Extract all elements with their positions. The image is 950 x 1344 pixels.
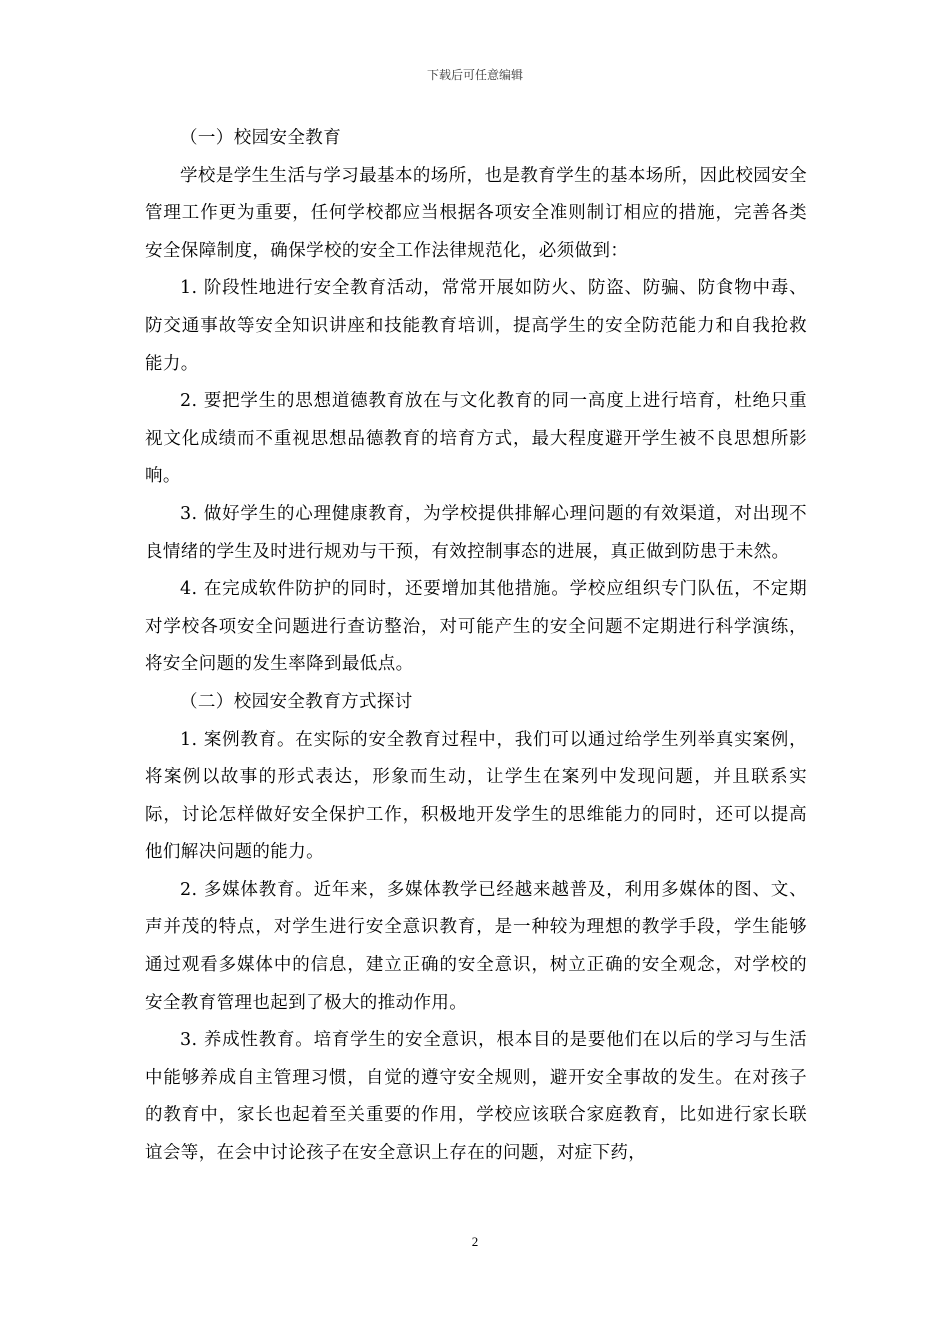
list-item-4: 4. 在完成软件防护的同时，还要增加其他措施。学校应组织专门队伍，不定期对学校各项安全问题进行查访整治，对可能产生的安全问题不定期进行科学演练，将安全问题的发生率降到最低点。: [145, 579, 807, 675]
page-header: 下载后可任意编辑: [426, 68, 523, 82]
document-body: [145, 120, 807, 1173]
list-item-2: 2. 要把学生的思想道德教育放在与文化教育的同一高度上进行培育，杜绝只重视文化成绩而不重视思想品德教育的培育方式，最大程度避开学生被不良思想所影响。: [145, 391, 807, 487]
list-item-3: 3. 做好学生的心理健康教育，为学校提供排解心理问题的有效渠道，对出现不良情绪的学生及时进行规劝与干预，有效控制事态的进展，真正做到防患于未然。: [145, 503, 807, 562]
section-heading-1: （一）校园安全教育: [180, 128, 342, 148]
method-item-3: 3. 养成性教育。培育学生的安全意识，根本目的是要他们在以后的学习与生活中能够养成自主管理习惯，自觉的遵守安全规则，避开安全事故的发生。在对孩子的教育中，家长也起着至关重要的作用，学校应该联合家庭教育，比如进行家长联谊会等，在会中讨论孩子在安全意识上存在的问题，对症下药，: [145, 1030, 807, 1164]
list-item-1: 1. 阶段性地进行安全教育活动，常常开展如防火、防盗、防骗、防食物中毒、防交通事故等安全知识讲座和技能教育培训，提高学生的安全防范能力和自我抢救能力。: [145, 278, 807, 374]
page-number: 2: [471, 1234, 479, 1249]
section-heading-2: （二）校园安全教育方式探讨: [180, 691, 413, 712]
method-item-2: 2. 多媒体教育。近年来，多媒体教学已经越来越普及，利用多媒体的图、文、声并茂的特点，对学生进行安全意识教育，是一种较为理想的教学手段，学生能够通过观看多媒体中的信息，建立正确的安全意识，树立正确的安全观念，对学校的安全教育管理也起到了极大的推动作用。: [145, 879, 807, 1013]
method-item-1: 1. 案例教育。在实际的安全教育过程中，我们可以通过给学生列举真实案例，将案例以故事的形式表达，形象而生动，让学生在案列中发现问题，并且联系实际，讨论怎样做好安全保护工作，积极地开发学生的思维能力的同时，还可以提高他们解决问题的能力。: [145, 729, 807, 863]
paragraph-intro: 学校是学生生活与学习最基本的场所，也是教育学生的基本场所，因此校园安全管理工作更为重要，任何学校都应当根据各项安全准则制订相应的措施，完善各类安全保障制度，确保学校的安全工作法律规范化，必须做到：: [145, 165, 807, 261]
